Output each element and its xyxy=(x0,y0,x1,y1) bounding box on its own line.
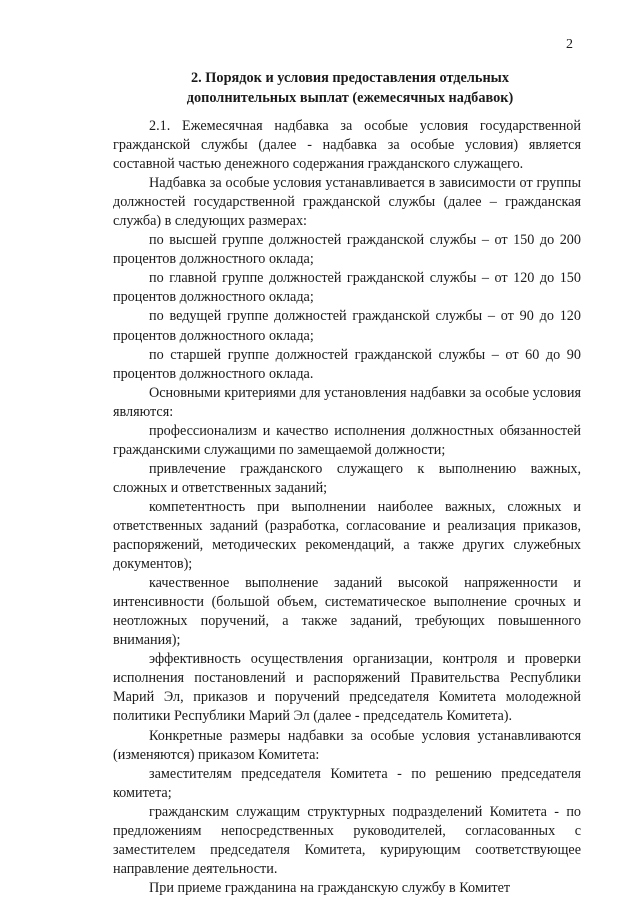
paragraph: по высшей группе должностей гражданской службы – от 150 до 200 процентов должностного оклада; xyxy=(113,232,581,268)
heading-line-1: 2. Порядок и условия предоставления отдельных xyxy=(191,70,509,86)
paragraph: эффективность осуществления организации, контроля и проверки исполнения постановлений и распоряжений Правительства Республики Марий Эл, приказов и поручений председателя Комитета молодежной политики Республики Марий Эл (далее - председатель Комитета). xyxy=(113,651,581,725)
paragraph: Надбавка за особые условия устанавливается в зависимости от группы должностей государственной гражданской службы (далее – гражданская служба) в следующих размерах: xyxy=(113,175,581,230)
paragraph: по ведущей группе должностей гражданской службы – от 90 до 120 процентов должностного оклада; xyxy=(113,308,581,344)
paragraph: Конкретные размеры надбавки за особые условия устанавливаются (изменяются) приказом Комитета: xyxy=(113,727,581,763)
section-heading xyxy=(140,68,560,108)
paragraph: заместителям председателя Комитета - по решению председателя комитета; xyxy=(113,765,581,801)
paragraph: привлечение гражданского служащего к выполнению важных, сложных и ответственных заданий; xyxy=(113,460,581,496)
page-number: 2 xyxy=(566,37,573,52)
paragraph: Основными критериями для установления надбавки за особые условия являются: xyxy=(113,384,581,420)
paragraph: по главной группе должностей гражданской службы – от 120 до 150 процентов должностного оклада; xyxy=(113,270,581,306)
paragraph: по старшей группе должностей гражданской службы – от 60 до 90 процентов должностного оклада. xyxy=(113,346,581,382)
paragraph: профессионализм и качество исполнения должностных обязанностей гражданскими служащими по замещаемой должности; xyxy=(113,422,581,458)
paragraph: 2.1. Ежемесячная надбавка за особые условия государственной гражданской службы (далее - надбавка за особые условия) является составной частью денежного содержания гражданского служащего. xyxy=(113,118,581,173)
paragraph: качественное выполнение заданий высокой напряженности и интенсивности (большой объем, систематическое выполнение срочных и неотложных поручений, а также заданий, требующих повышенного внимания); xyxy=(113,575,581,649)
paragraph: При приеме гражданина на гражданскую службу в Комитет xyxy=(149,879,511,896)
heading-line-2: дополнительных выплат (ежемесячных надбавок) xyxy=(186,90,514,106)
paragraph: компетентность при выполнении наиболее важных, сложных и ответственных заданий (разработка, согласование и реализация приказов, распоряжений, методических рекомендаций, а также других служебных документов); xyxy=(113,498,581,573)
paragraph: гражданским служащим структурных подразделений Комитета - по предложениям непосредственных руководителей, согласованных с заместителем председателя Комитета, курирующим соответствующее направление деятельности. xyxy=(113,803,581,877)
body-text xyxy=(113,117,581,898)
